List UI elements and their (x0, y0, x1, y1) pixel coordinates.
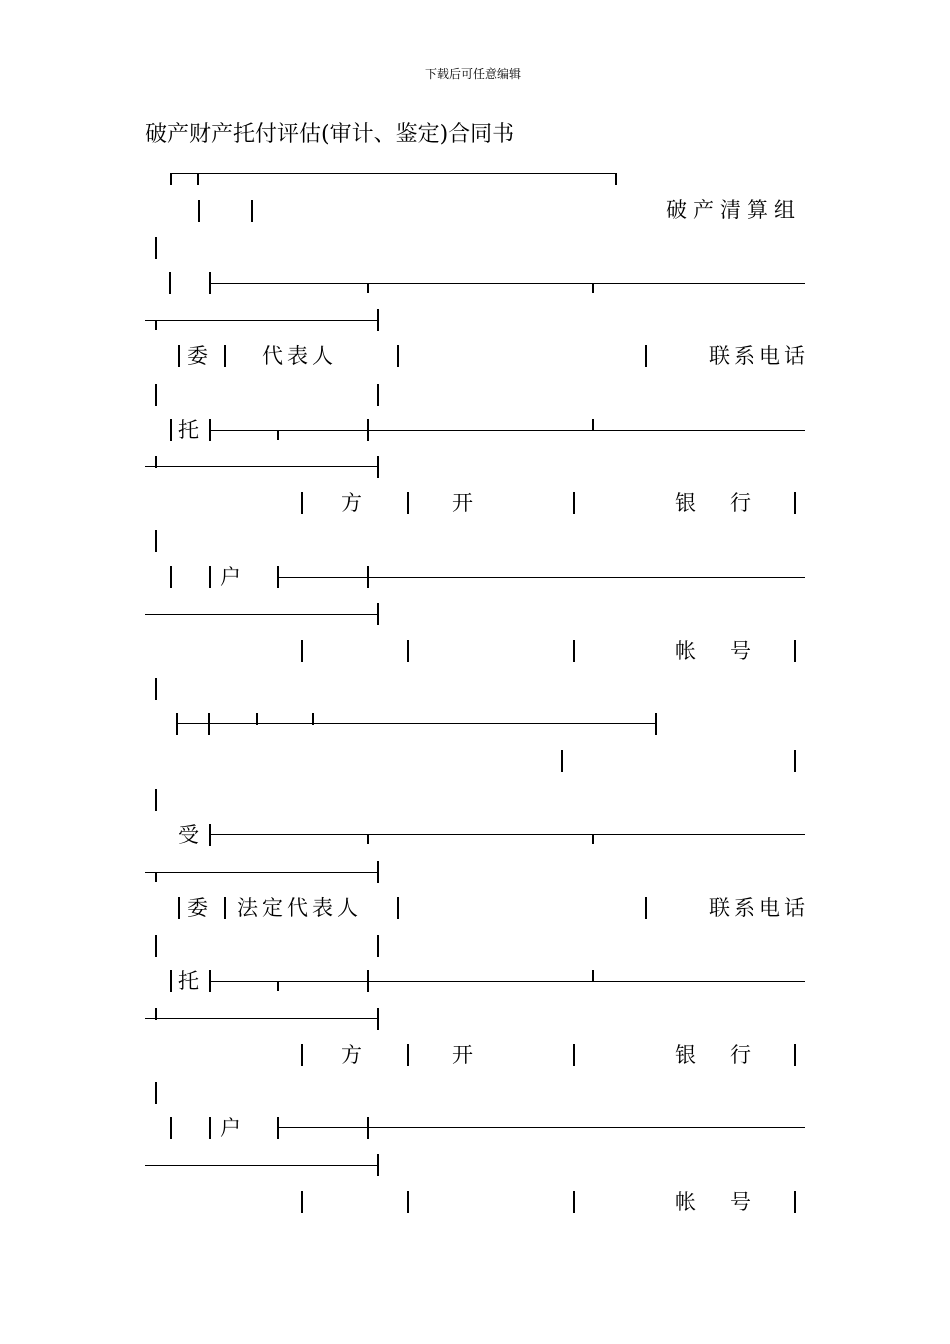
agent-legal-representative-label: 法定代表人 (237, 896, 362, 920)
agent-side-char-2: 委 (187, 896, 212, 920)
agent-fang-char: 方 (341, 1043, 366, 1067)
principal-phone-label: 联系电话 (709, 344, 809, 368)
agent-bank-label: 银行 (675, 1043, 785, 1067)
agent-phone-label: 联系电话 (709, 896, 809, 920)
agent-hu-char: 户 (220, 1116, 245, 1140)
principal-kai-char: 开 (452, 491, 477, 515)
liquidation-group-label: 破产清算组 (666, 198, 801, 222)
principal-account-label: 帐号 (675, 639, 785, 663)
principal-bank-label: 银行 (675, 491, 785, 515)
principal-hu-char: 户 (220, 565, 245, 589)
document-title: 破产财产托付评估(审计、鉴定)合同书 (145, 122, 515, 147)
agent-side-char-3: 托 (178, 969, 203, 993)
principal-representative-label: 代表人 (262, 344, 337, 368)
header-note: 下载后可任意编辑 (425, 67, 522, 81)
principal-fang-char: 方 (341, 491, 366, 515)
principal-side-char-1: 委 (187, 344, 212, 368)
principal-side-char-2: 托 (178, 418, 203, 442)
agent-account-label: 帐号 (675, 1190, 785, 1214)
agent-side-char-1: 受 (178, 823, 203, 847)
agent-kai-char: 开 (452, 1043, 477, 1067)
